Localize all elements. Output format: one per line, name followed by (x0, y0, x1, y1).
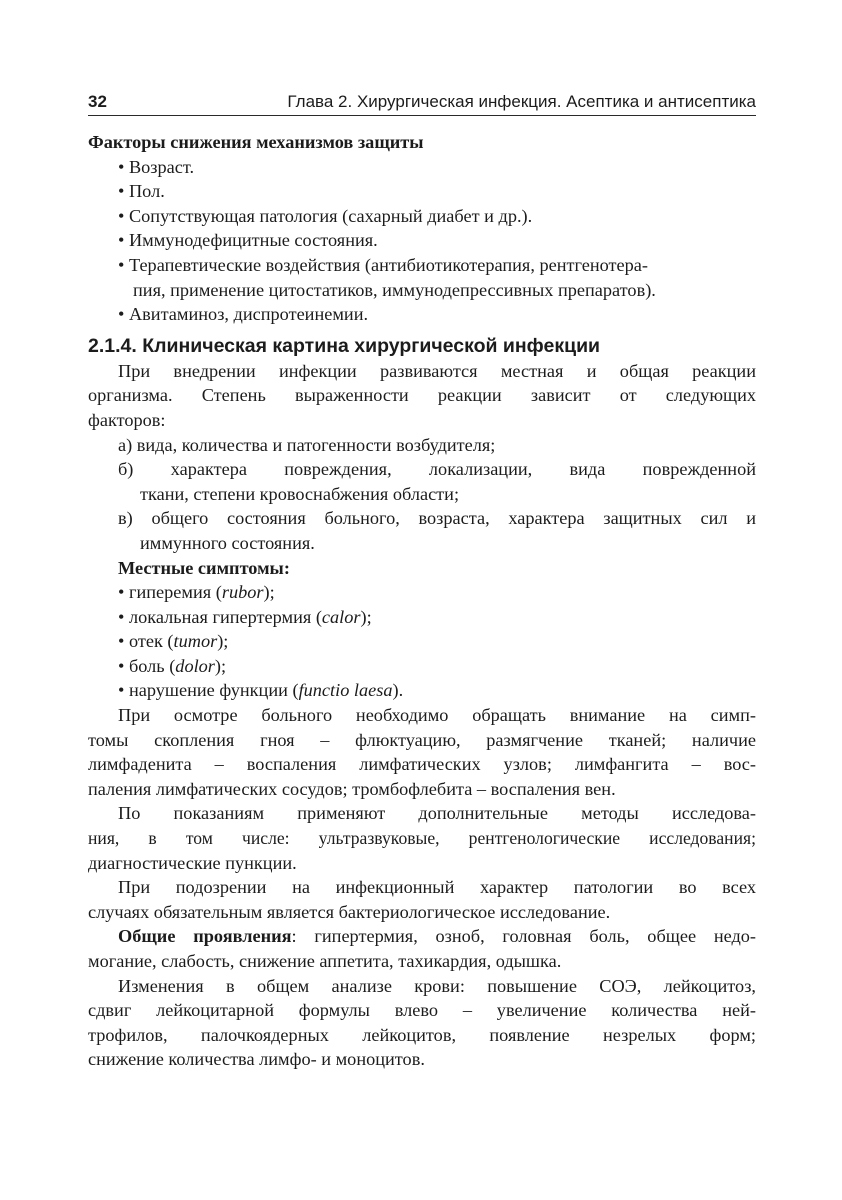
list-item: • Авитаминоз, диспротеинемии. (118, 304, 369, 325)
paragraph-line: По показаниям применяют дополнительные методы исследова- (118, 803, 756, 824)
symptom-text: • локальная гипертермия ( (118, 606, 322, 627)
latin-term: calor (321, 606, 361, 627)
chapter-title: Глава 2. Хирургическая инфекция. Асептика и антисептика (287, 92, 756, 111)
paragraph-line: При внедрении инфекции развиваются местная и общая реакции (118, 360, 756, 381)
general-manifestations-heading: Общие проявления (118, 926, 292, 947)
paragraph-line: факторов: (88, 409, 166, 430)
list-item-continuation: пия, применение цитостатиков, иммунодепрессивных препаратов). (133, 279, 656, 300)
symptom-text: ); (214, 655, 227, 676)
list-item: а) вида, количества и патогенности возбудителя; (118, 434, 496, 455)
paragraph-line: организма. Степень выраженности реакции зависит от следующих (88, 385, 756, 406)
symptom-text: • нарушение функции ( (118, 680, 299, 701)
section-title: 2.1.4. Клиническая картина хирургической инфекции (88, 334, 601, 357)
latin-term: dolor (175, 655, 215, 676)
symptom-text: • боль ( (118, 655, 176, 676)
symptom-text: ); (263, 582, 275, 603)
paragraph-line: При подозрении на инфекционный характер патологии во всех (118, 877, 756, 898)
paragraph-line: паления лимфатических сосудов; тромбофлебита – воспаления вен. (88, 778, 616, 799)
list-item: б) характера повреждения, локализации, вида поврежденной (118, 459, 756, 480)
paragraph-line: случаях обязательным является бактериологическое исследование. (88, 901, 611, 922)
paragraph-line: сдвиг лейкоцитарной формулы влево – увеличение количества ней- (88, 1000, 756, 1021)
paragraph-line: ния, в том числе: ультразвуковые, рентгенологические исследования; (88, 828, 756, 849)
paragraph-line: диагностические пункции. (88, 852, 297, 873)
paragraph-line: снижение количества лимфо- и моноцитов. (88, 1049, 425, 1070)
list-item-continuation: ткани, степени кровоснабжения области; (140, 483, 460, 504)
paragraph-line: могание, слабость, снижение аппетита, тахикардия, одышка. (88, 951, 562, 971)
list-item: в) общего состояния больного, возраста, характера защитных сил и (118, 508, 756, 529)
running-header (88, 91, 756, 116)
list-item: • Иммунодефицитные состояния. (118, 230, 378, 251)
paragraph-line (88, 924, 756, 949)
symptom-text: ). (392, 680, 404, 701)
paragraph-text: : гипертермия, озноб, головная боль, общее недо- (291, 926, 757, 947)
symptom-text: • отек ( (118, 631, 174, 652)
latin-term: tumor (173, 631, 218, 652)
page-number: 32 (88, 92, 107, 111)
list-item: • Сопутствующая патология (сахарный диабет и др.). (118, 205, 533, 226)
symptom-text: ); (360, 606, 372, 627)
symptom-item (88, 654, 756, 679)
symptom-text: ); (217, 631, 229, 652)
latin-term: rubor (221, 582, 264, 603)
paragraph-line: лимфаденита – воспаления лимфатических узлов; лимфангита – вос- (88, 754, 756, 775)
paragraph-line: томы скопления гноя – флюктуацию, размягчение тканей; наличие (88, 729, 756, 750)
list-item: • Терапевтические воздействия (антибиотикотерапия, рентгенотера- (118, 254, 649, 275)
paragraph-line: При осмотре больного необходимо обращать внимание на симп- (118, 705, 756, 726)
symptom-item (88, 580, 756, 605)
page-body (88, 130, 756, 1072)
paragraph-line: трофилов, палочкоядерных лейкоцитов, появление незрелых форм; (88, 1024, 756, 1045)
list-item: • Пол. (118, 181, 165, 202)
factors-heading: Факторы снижения механизмов защиты (88, 132, 424, 152)
local-symptoms-heading: Местные симптомы: (118, 557, 290, 578)
symptom-item (88, 678, 756, 703)
paragraph-line: Изменения в общем анализе крови: повышение СОЭ, лейкоцитоз, (118, 975, 756, 996)
list-item: • Возраст. (118, 156, 195, 177)
list-item-continuation: иммунного состояния. (140, 532, 315, 553)
symptom-item (88, 629, 756, 654)
latin-term: functio laesa (298, 680, 393, 701)
symptom-text: • гиперемия ( (118, 582, 222, 603)
symptom-item (88, 605, 756, 630)
